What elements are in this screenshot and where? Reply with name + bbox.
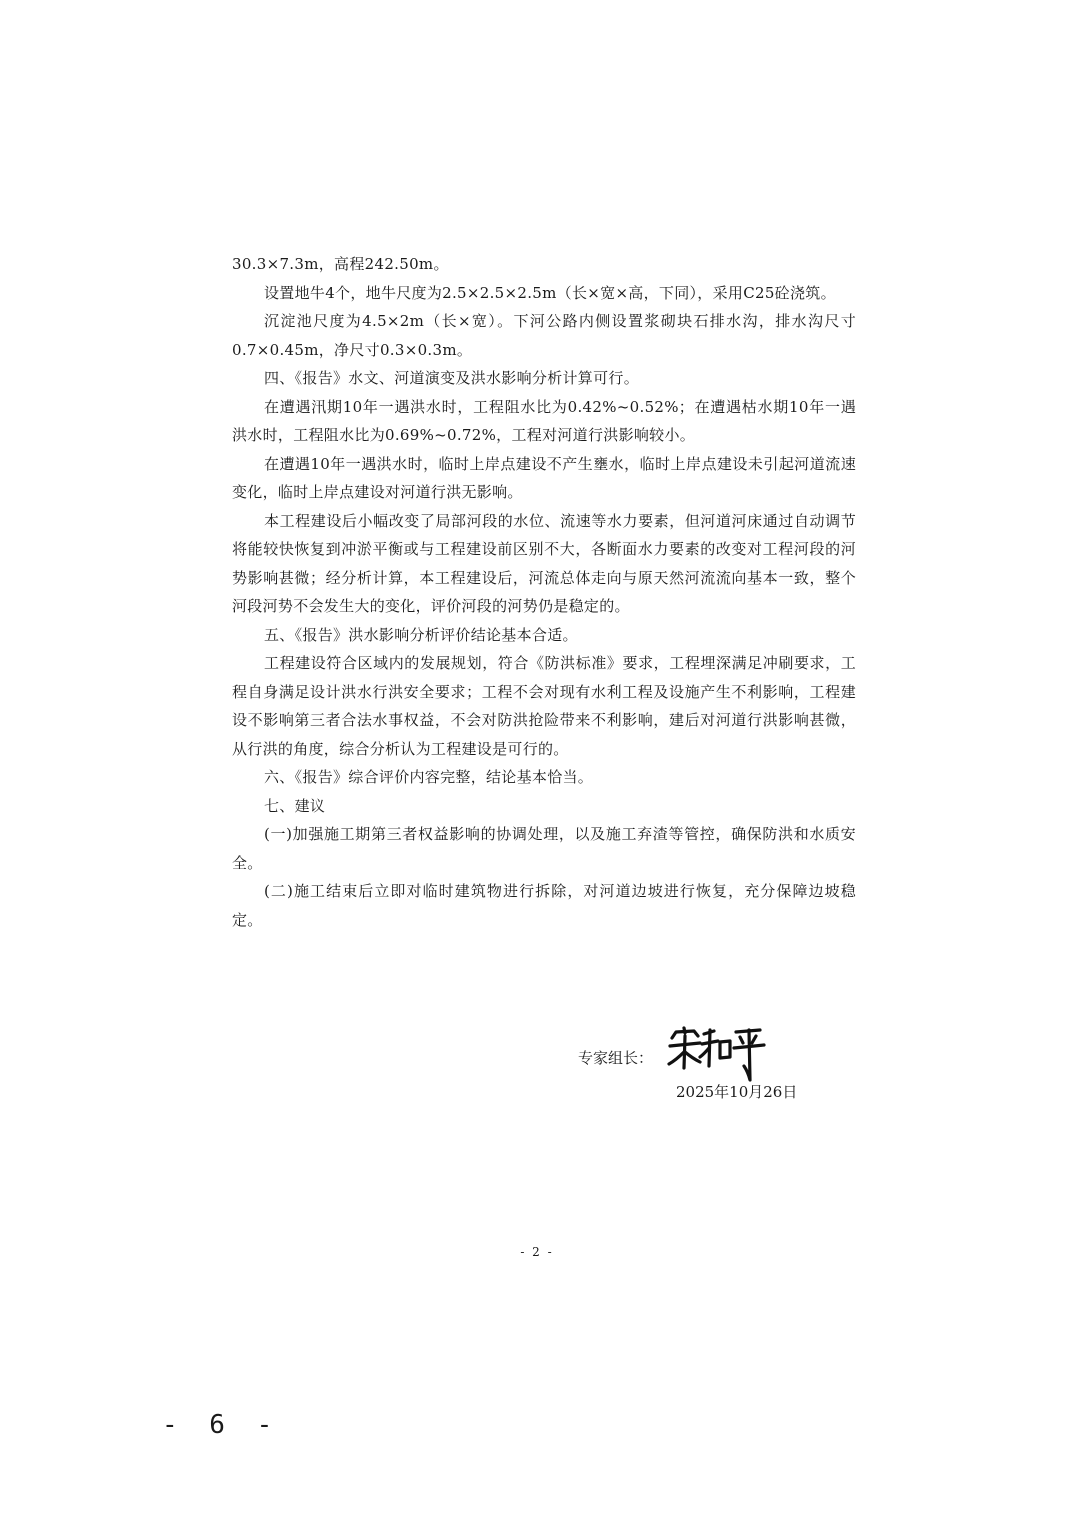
outer-page-number: - 6 - bbox=[162, 1410, 281, 1440]
section-heading-4: 四、《报告》水文、河道演变及洪水影响分析计算可行。 bbox=[264, 369, 640, 387]
signature-block bbox=[578, 1022, 858, 1132]
signature-label: 专家组长： bbox=[578, 1049, 654, 1067]
suggestion-1: (一)加强施工期第三者权益影响的协调处理，以及施工弃渣等管控，确保防洪和水质安全。 bbox=[232, 825, 856, 872]
document-body bbox=[232, 250, 856, 934]
paragraph-sedimentation-tank: 沉淀池尺度为4.5×2m（长×宽）。下河公路内侧设置浆砌块石排水沟，排水沟尺寸0.7×0.45m，净尺寸0.3×0.3m。 bbox=[232, 312, 856, 359]
paragraph-ground-anchor: 设置地牛4个，地牛尺度为2.5×2.5×2.5m（长×宽×高，下同），采用C25砼浇筑。 bbox=[264, 283, 836, 302]
suggestion-2: (二)施工结束后立即对临时建筑物进行拆除，对河道边坡进行恢复，充分保障边坡稳定。 bbox=[232, 882, 856, 929]
paragraph-blocking-ratio: 在遭遇汛期10年一遇洪水时，工程阻水比为0.42%~0.52%；在遭遇枯水期10年一遇洪水时，工程阻水比为0.69%~0.72%，工程对河道行洪影响较小。 bbox=[232, 397, 856, 444]
handwritten-signature bbox=[664, 1022, 774, 1084]
signature-date: 2025年10月26日 bbox=[676, 1083, 798, 1101]
section-heading-6: 六、《报告》综合评价内容完整，结论基本恰当。 bbox=[264, 768, 594, 786]
section-heading-7: 七、建议 bbox=[264, 796, 326, 815]
paragraph-dimensions-end: 30.3×7.3m，高程242.50m。 bbox=[232, 255, 449, 273]
paragraph-river-regime: 本工程建设后小幅改变了局部河段的水位、流速等水力要素，但河道河床通过自动调节将能较快恢复到冲淤平衡或与工程建设前区别不大，各断面水力要素的改变对工程河段的河势影响甚微；经分析计算，本工程建设后，河流总体走向与原天然河流流向基本一致，整个河段河势不会发生大的变化，评价河段的河势仍是稳定的。 bbox=[232, 511, 856, 615]
paragraph-conclusion: 工程建设符合区域内的发展规划，符合《防洪标准》要求，工程埋深满足冲刷要求，工程自身满足设计洪水行洪安全要求；工程不会对现有水利工程及设施产生不利影响，工程建设不影响第三者合法水事权益，不会对防洪抢险带来不利影响，建后对河道行洪影响甚微，从行洪的角度，综合分析认为工程建设是可行的。 bbox=[232, 654, 856, 758]
section-heading-5: 五、《报告》洪水影响分析评价结论基本合适。 bbox=[264, 625, 578, 644]
inner-page-number: - 2 - bbox=[520, 1245, 554, 1259]
paragraph-landing-point: 在遭遇10年一遇洪水时，临时上岸点建设不产生壅水，临时上岸点建设未引起河道流速变化，临时上岸点建设对河道行洪无影响。 bbox=[232, 454, 856, 501]
